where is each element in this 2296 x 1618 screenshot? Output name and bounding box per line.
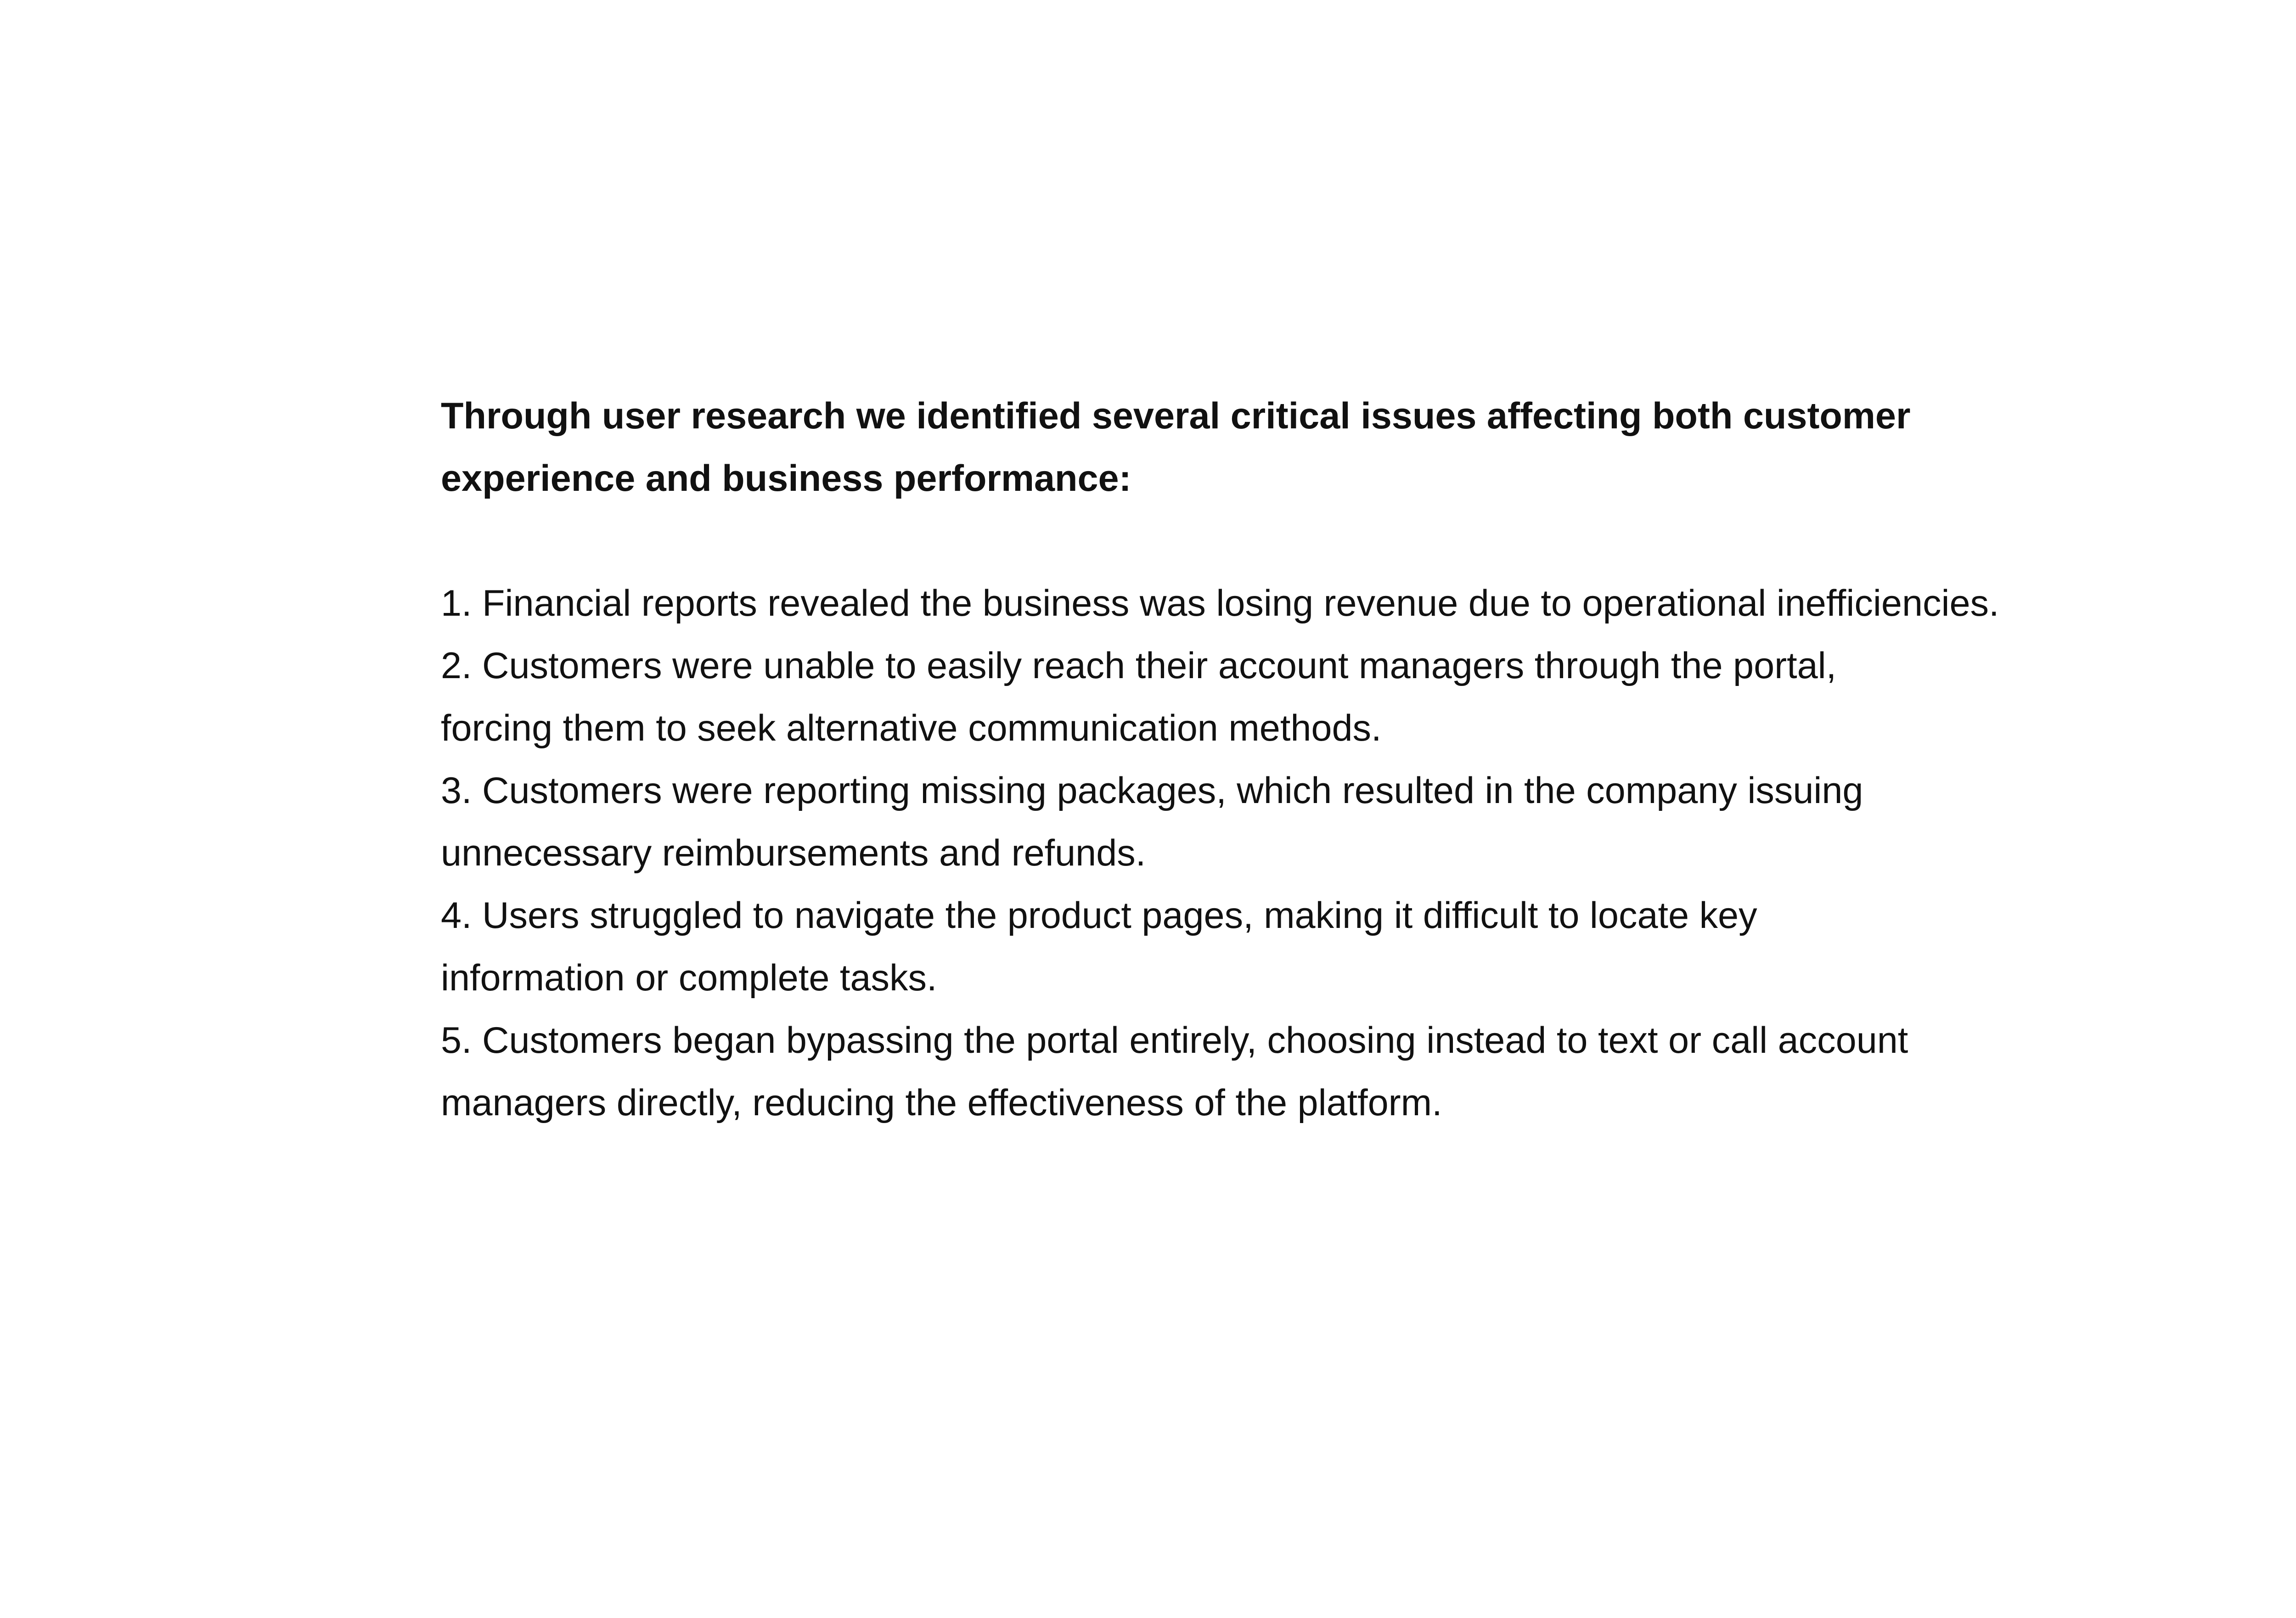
issues-list [441,572,2296,1134]
issue-item-4: 4. Users struggled to navigate the product pages, making it difficult to locate key information or complete tasks. [441,895,1757,999]
issue-item-1: 1. Financial reports revealed the business was losing revenue due to operational inefficiencies. [441,583,1999,624]
issue-item-3: 3. Customers were reporting missing packages, which resulted in the company issuing unnecessary reimbursements and refunds. [441,770,1863,874]
paragraph-spacer [441,510,2296,572]
issue-item-2: 2. Customers were unable to easily reach their account managers through the portal, forcing them to seek alternative communication methods. [441,645,1837,749]
intro-heading: Through user research we identified several critical issues affecting both customer experience and business performance: [441,395,1911,499]
research-findings [441,385,2296,1134]
issue-item-5: 5. Customers began bypassing the portal entirely, choosing instead to text or call account managers directly, reducing the effectiveness of the platform. [441,1020,1908,1124]
